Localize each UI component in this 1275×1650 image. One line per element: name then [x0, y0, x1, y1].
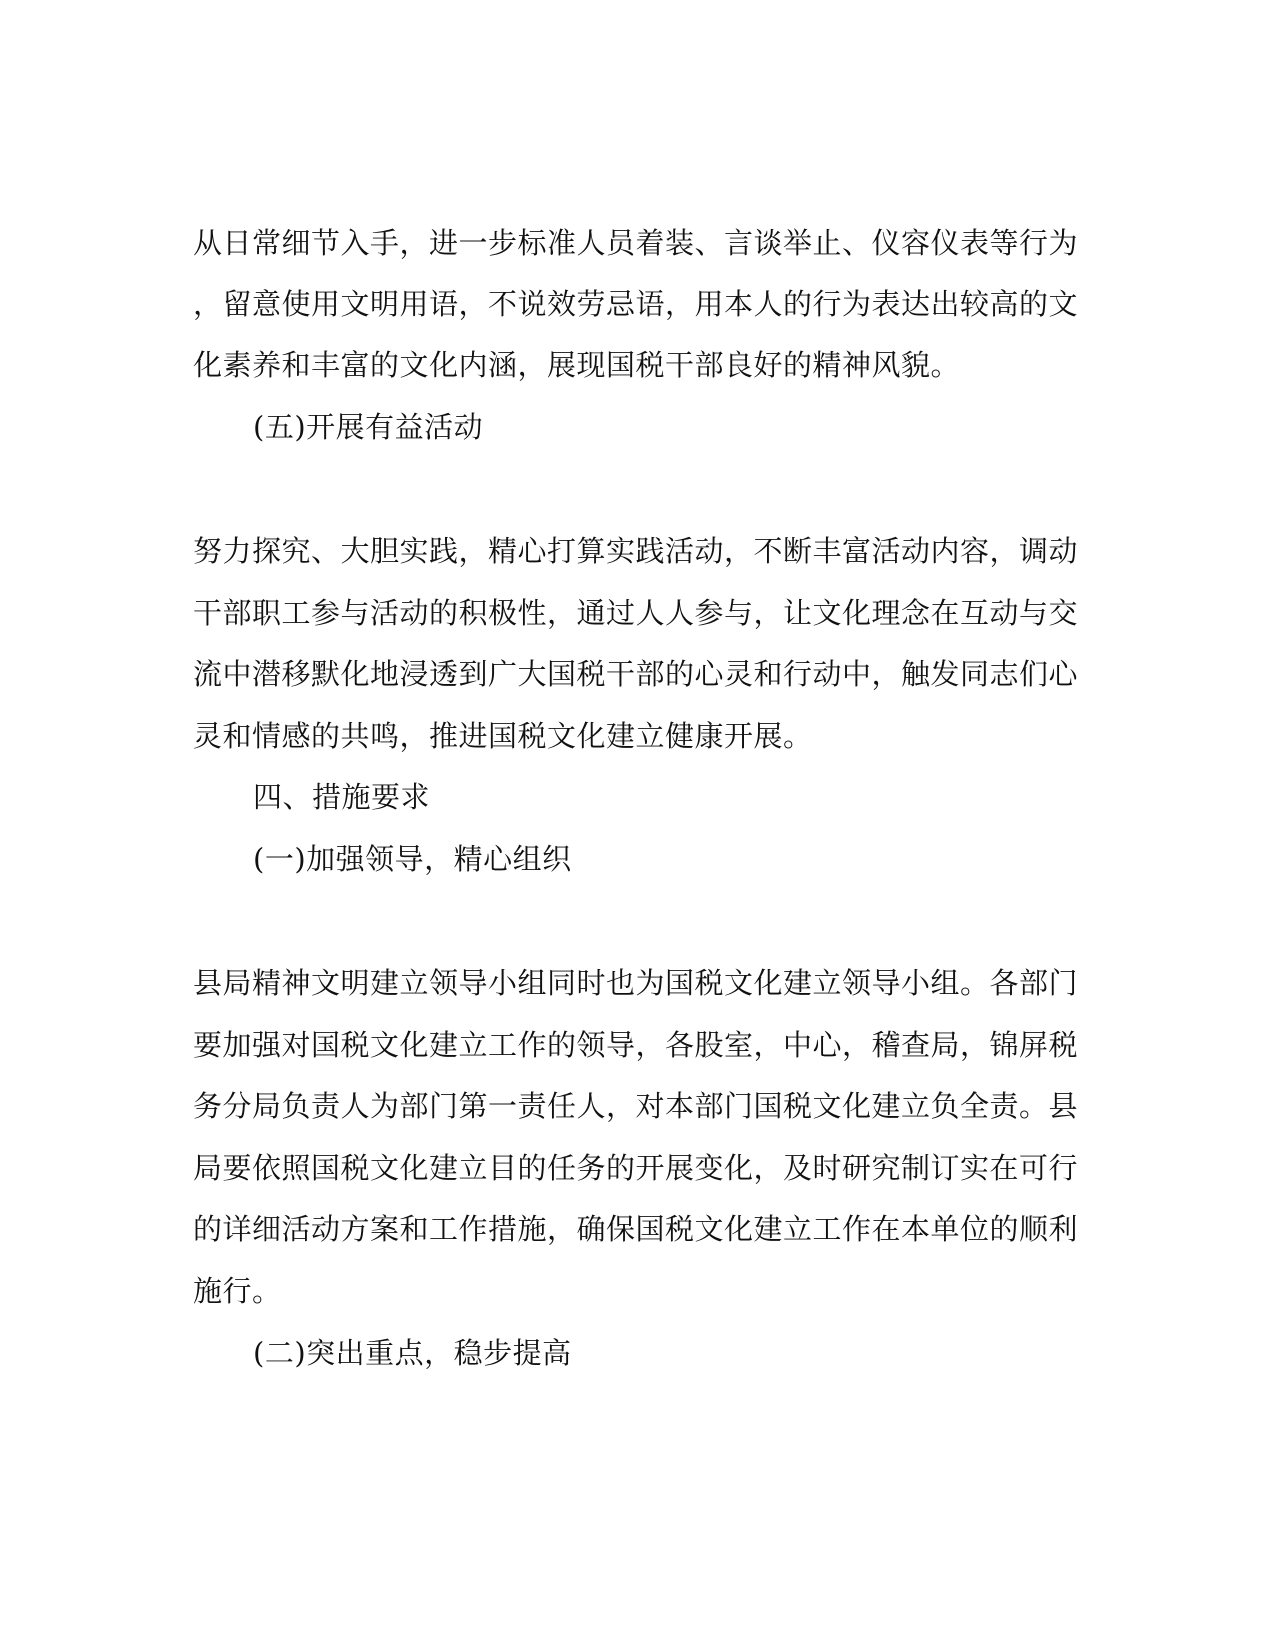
- subheading-5: (五)开展有益活动: [253, 410, 484, 444]
- paragraph-line: 流中潜移默化地浸透到广大国税干部的心灵和行动中，触发同志们心: [193, 657, 1079, 691]
- paragraph-line: 要加强对国税文化建立工作的领导，各股室，中心，稽查局，锦屏税: [193, 1028, 1079, 1062]
- paragraph-line: 县局精神文明建立领导小组同时也为国税文化建立领导小组。各部门: [193, 966, 1079, 1000]
- paragraph-line: 施行。: [193, 1274, 282, 1308]
- subheading-2: (二)突出重点，稳步提高: [253, 1336, 572, 1370]
- paragraph-line: 从日常细节入手，进一步标准人员着装、言谈举止、仪容仪表等行为: [193, 226, 1079, 260]
- paragraph-line: 灵和情感的共鸣，推进国税文化建立健康开展。: [193, 719, 813, 753]
- subheading-1: (一)加强领导，精心组织: [253, 842, 572, 876]
- paragraph-line: 努力探究、大胆实践，精心打算实践活动，不断丰富活动内容，调动: [193, 534, 1079, 568]
- paragraph-line: 的详细活动方案和工作措施，确保国税文化建立工作在本单位的顺利: [193, 1212, 1079, 1246]
- paragraph-line: 干部职工参与活动的积极性，通过人人参与，让文化理念在互动与交: [193, 596, 1079, 630]
- paragraph-line: 化素养和丰富的文化内涵，展现国税干部良好的精神风貌。: [193, 348, 961, 382]
- paragraph-line: 局要依照国税文化建立目的任务的开展变化，及时研究制订实在可行: [193, 1151, 1079, 1185]
- section-heading-4: 四、措施要求: [253, 780, 431, 814]
- paragraph-line: 务分局负责人为部门第一责任人，对本部门国税文化建立负全责。县: [193, 1089, 1079, 1123]
- paragraph-line: ，留意使用文明用语，不说效劳忌语，用本人的行为表达出较高的文: [193, 287, 1079, 321]
